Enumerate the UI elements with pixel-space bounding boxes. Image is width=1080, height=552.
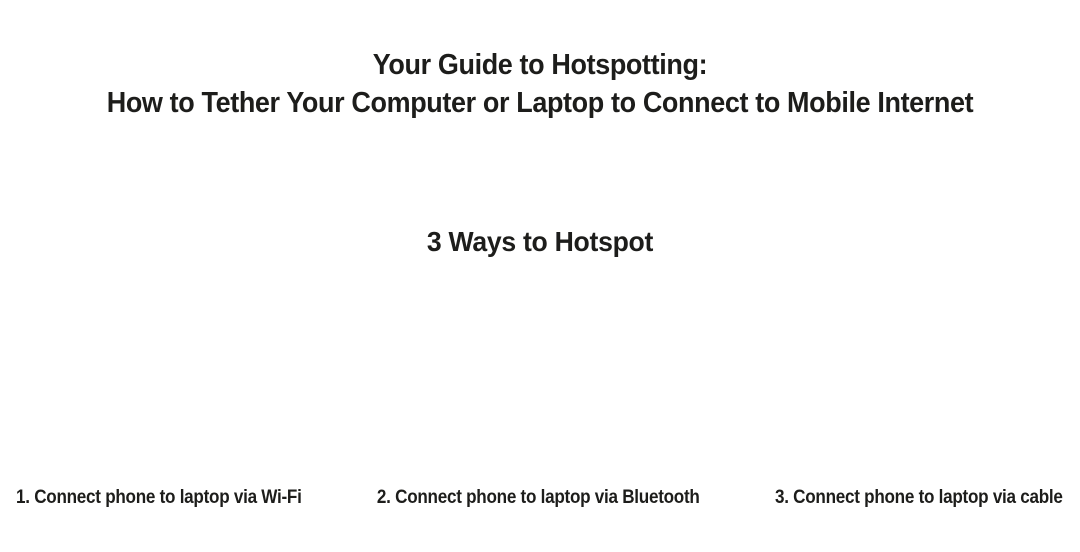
page-title — [0, 46, 1080, 122]
method-caption-wifi: 1. Connect phone to laptop via Wi-Fi — [16, 487, 302, 508]
page-title-line-1: Your Guide to Hotspotting: — [372, 49, 708, 81]
method-caption-cable: 3. Connect phone to laptop via cable — [775, 487, 1063, 508]
method-caption-bluetooth: 2. Connect phone to laptop via Bluetooth — [377, 487, 700, 508]
page-title-line-2: How to Tether Your Computer or Laptop to Connect to Mobile Internet — [106, 87, 974, 119]
section-heading: 3 Ways to Hotspot — [426, 226, 654, 257]
methods-caption-row — [16, 484, 1063, 512]
